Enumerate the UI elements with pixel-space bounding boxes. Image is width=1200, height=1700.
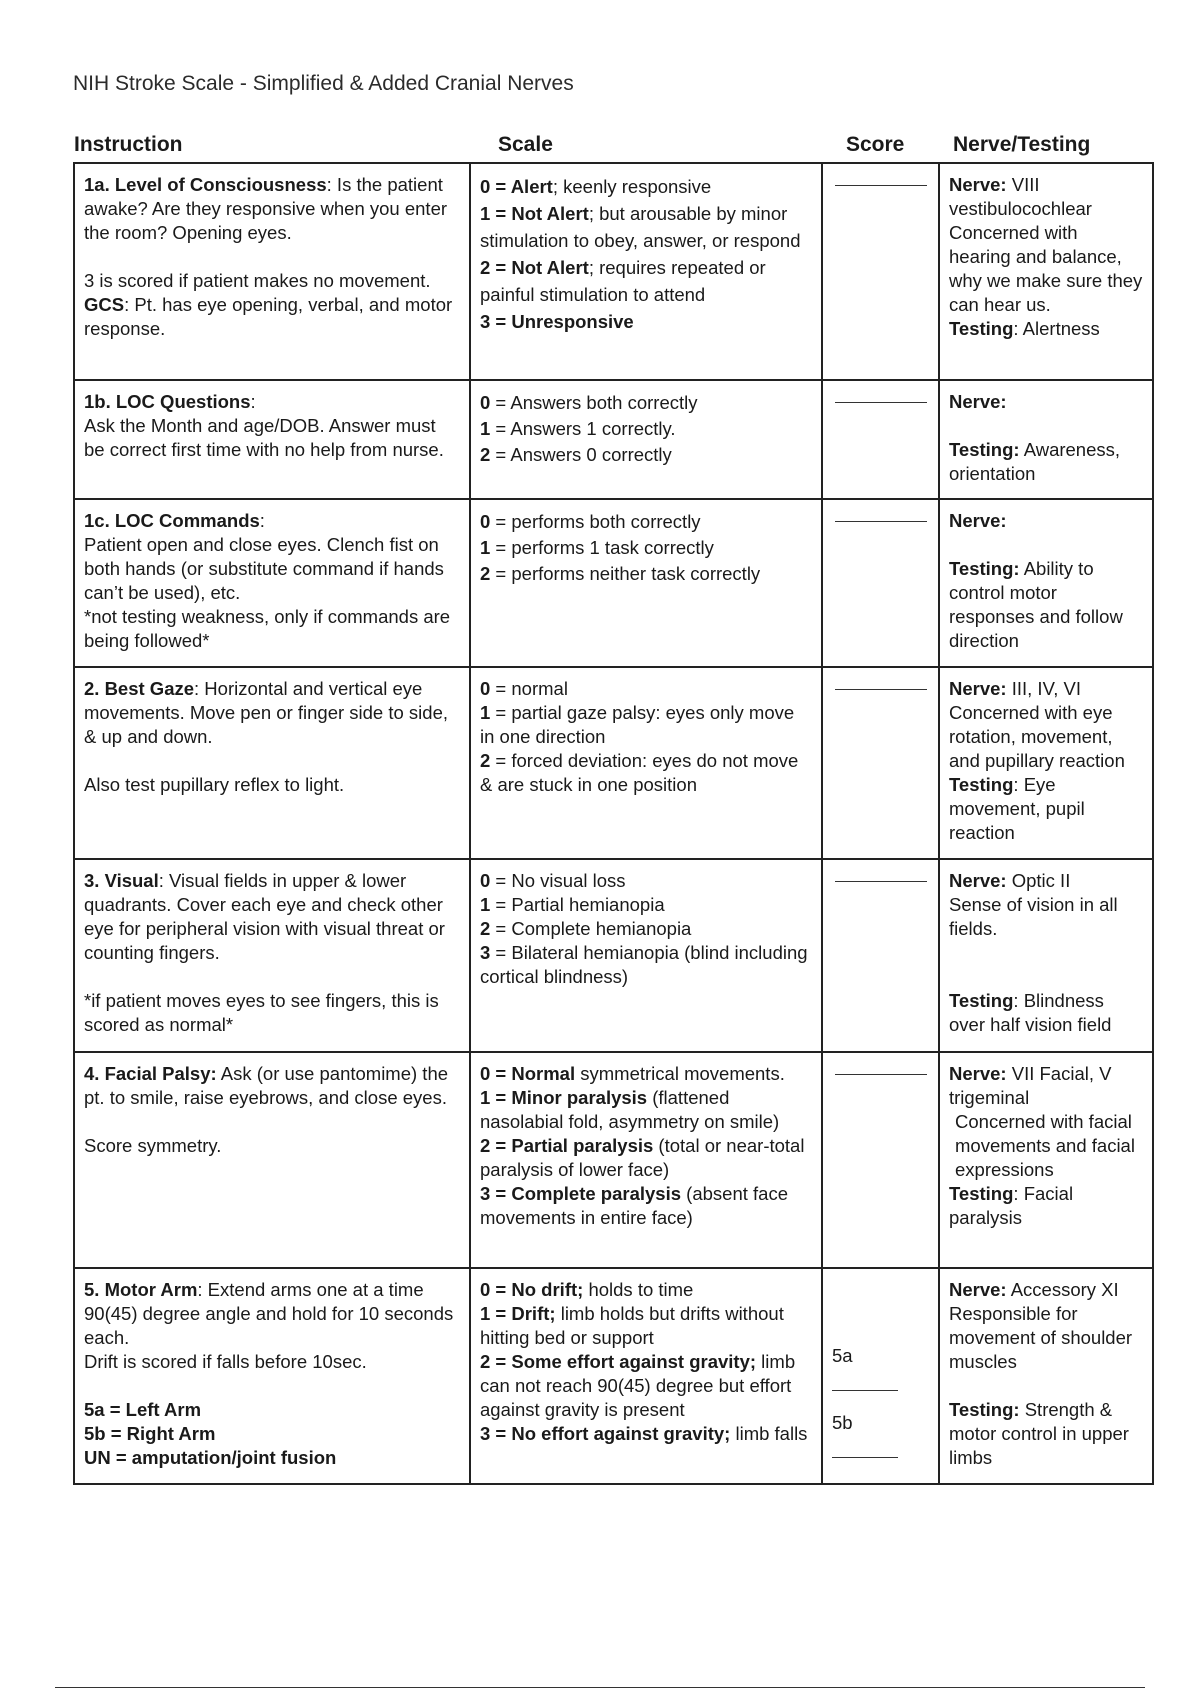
scale-num: 1 = [480,203,512,224]
nerve-cell [939,499,1153,667]
scale-text: = performs 1 task correctly [490,537,714,558]
score-cell[interactable] [822,1268,939,1484]
scale-num: 2 [480,444,491,465]
testing-value: Awareness, orientation [949,439,1121,484]
scale-text: = Answers both correctly [490,392,698,413]
instruction-text: : [250,391,256,412]
scale-num: 0 = [480,1063,512,1084]
scale-text: symmetrical movements. [575,1063,785,1084]
nerve-description: Responsible for movement of shoulder muscles [949,1303,1133,1372]
instruction-note: 3 is scored if patient makes no movement. [84,270,431,291]
scale-text: limb holds but drifts without hitting bed or support [480,1303,784,1348]
nerve-value: III, IV, VI [1006,678,1081,699]
scale-cell [470,1052,822,1268]
nerve-cell [939,163,1153,380]
instruction-text: : Is the patient awake? Are they responsive when you enter the room? Opening eyes. [84,174,448,243]
gcs-label: GCS [84,294,125,315]
score-cell[interactable] [822,380,939,499]
scale-num: 2 [480,750,491,771]
scale-label: Minor paralysis [511,1087,648,1108]
scale-num: 3 = [480,311,512,332]
score-cell[interactable] [822,1052,939,1268]
scale-label: Complete paralysis [511,1183,682,1204]
scale-num: 1 [480,418,491,439]
score-blank[interactable] [835,173,927,186]
scale-label: No drift; [511,1279,584,1300]
scale-label: No effort against gravity; [511,1423,731,1444]
scale-num: 1 [480,894,491,915]
scale-text: = Bilateral hemianopia (blind including cortical blindness) [480,942,808,987]
testing-label: Testing [949,774,1014,795]
scale-num: 2 [480,918,491,939]
item-title: 1b. LOC Questions [84,391,251,412]
nerve-value: Accessory XI [1006,1279,1119,1300]
scale-num: 2 [480,563,491,584]
instruction-note: *if patient moves eyes to see fingers, this is scored as normal* [84,990,439,1035]
stroke-scale-table [73,130,1154,1485]
score-label-5a: 5a [832,1345,853,1366]
instruction-note: Score symmetry. [84,1135,222,1156]
table-row [74,859,1153,1052]
scale-text: = Answers 0 correctly [490,444,672,465]
scale-label: Alert [510,176,553,197]
header-row [74,130,1153,163]
nerve-label: Nerve: [949,870,1007,891]
table-row [74,163,1153,380]
instruction-cell [74,859,470,1052]
scale-text: (total or near-total paralysis of lower face) [480,1135,805,1180]
instruction-text: : [259,510,265,531]
instruction-text: Patient open and close eyes. Clench fist on both hands (or substitute command if hands can’t be used), etc. [84,534,444,603]
score-blank-5b[interactable] [832,1435,898,1458]
instruction-text: : Extend arms one at a time 90(45) degree angle and hold for 10 seconds each. [84,1279,454,1348]
scale-label: Some effort against gravity; [511,1351,757,1372]
footer-divider [55,1687,1145,1688]
scale-text: = No visual loss [490,870,626,891]
nerve-cell [939,859,1153,1052]
testing-value: : Alertness [1013,318,1100,339]
scale-num: 2 = [480,1351,512,1372]
scale-cell [470,499,822,667]
testing-value: : Facial paralysis [949,1183,1074,1228]
nerve-value: VII Facial, V trigeminal [949,1063,1112,1108]
scale-text: (absent face movements in entire face) [480,1183,788,1228]
nerve-label: Nerve: [949,510,1007,531]
scale-text: limb can not reach 90(45) degree but effort against gravity is present [480,1351,796,1420]
scale-text: = Complete hemianopia [490,918,692,939]
score-cell[interactable] [822,163,939,380]
scale-num: 0 [480,392,491,413]
item-title: 5. Motor Arm [84,1279,198,1300]
scale-text: ; keenly responsive [552,176,712,197]
score-cell[interactable] [822,499,939,667]
instruction-note: Drift is scored if falls before 10sec. [84,1351,367,1372]
testing-value: : Eye movement, pupil reaction [949,774,1085,843]
scale-num: 2 = [480,257,512,278]
scale-text: = Partial hemianopia [490,894,665,915]
instruction-cell [74,380,470,499]
item-title: 2. Best Gaze [84,678,195,699]
nerve-cell [939,1268,1153,1484]
instruction-text: : Visual fields in upper & lower quadrants. Cover each eye and check other eye for peripheral vision with visual threat or counting fingers. [84,870,445,963]
score-blank[interactable] [835,1062,927,1075]
instruction-cell [74,1268,470,1484]
score-blank[interactable] [835,677,927,690]
score-blank[interactable] [835,869,927,882]
testing-label: Testing [949,1183,1014,1204]
nerve-label: Nerve: [949,1063,1007,1084]
scale-cell [470,667,822,859]
scale-text: limb falls [730,1423,808,1444]
scale-cell [470,163,822,380]
nerve-label: Nerve: [949,174,1007,195]
instruction-text: : Horizontal and vertical eye movements. Move pen or finger side to side, & up and down. [84,678,449,747]
scale-label: Normal [511,1063,576,1084]
nerve-label: Nerve: [949,1279,1007,1300]
scale-num: 1 = [480,1303,512,1324]
table-row [74,499,1153,667]
scale-cell [470,859,822,1052]
scale-num: 3 = [480,1423,512,1444]
scale-num: 1 [480,537,491,558]
left-arm-code: 5a = Left Arm [84,1399,202,1420]
testing-label: Testing: [949,558,1020,579]
page-title: NIH Stroke Scale - Simplified & Added Cranial Nerves [73,72,574,95]
instruction-cell [74,667,470,859]
table-row [74,1268,1153,1484]
nerve-cell [939,667,1153,859]
instruction-text: Ask the Month and age/DOB. Answer must be correct first time with no help from nurse. [84,415,444,460]
table-row [74,667,1153,859]
scale-text: = performs neither task correctly [490,563,761,584]
scale-cell [470,1268,822,1484]
nerve-cell [939,380,1153,499]
score-cell[interactable] [822,667,939,859]
scale-num: 2 = [480,1135,512,1156]
nerve-value: VIII vestibulocochlear [949,174,1092,219]
item-title: 4. Facial Palsy: [84,1063,217,1084]
testing-label: Testing: [949,1399,1020,1420]
score-blank[interactable] [835,390,927,403]
nerve-description: Concerned with facial movements and facial expressions [955,1111,1135,1180]
scale-text: (flattened nasolabial fold, asymmetry on smile) [480,1087,780,1132]
nerve-label: Nerve: [949,391,1007,412]
scale-text: = performs both correctly [490,511,701,532]
item-title: 1a. Level of Consciousness [84,174,327,195]
scale-cell [470,380,822,499]
table-row [74,1052,1153,1268]
nerve-description: Concerned with eye rotation, movement, and pupillary reaction [949,702,1125,771]
scale-num: 1 [480,702,491,723]
untestable-code: UN = amputation/joint fusion [84,1447,337,1468]
nerve-value: Optic II [1006,870,1071,891]
score-label-5b: 5b [832,1412,853,1433]
scale-num: 0 [480,678,491,699]
scale-text: holds to time [583,1279,694,1300]
scale-num: 1 = [480,1087,512,1108]
scale-text: ; requires repeated or painful stimulation to attend [480,257,766,305]
testing-value: Ability to control motor responses and follow direction [949,558,1123,651]
scale-num: 0 [480,511,491,532]
instruction-note: *not testing weakness, only if commands are being followed* [84,606,451,651]
gcs-text: : Pt. has eye opening, verbal, and motor response. [84,294,453,339]
scale-label: Not Alert [511,257,589,278]
testing-value: Strength & motor control in upper limbs [949,1399,1129,1468]
scale-label: Drift; [511,1303,556,1324]
instruction-cell [74,163,470,380]
scale-num: 3 [480,942,491,963]
header-nerve-testing: Nerve/Testing [953,133,1091,156]
testing-label: Testing [949,990,1014,1011]
scale-num: 0 [480,870,491,891]
instruction-text: Ask (or use pantomime) the pt. to smile, raise eyebrows, and close eyes. [84,1063,449,1108]
scale-text: = partial gaze palsy: eyes only move in one direction [480,702,795,747]
right-arm-code: 5b = Right Arm [84,1423,216,1444]
header-instruction: Instruction [74,133,183,156]
score-cell[interactable] [822,859,939,1052]
nerve-description: Concerned with hearing and balance, why we make sure they can hear us. [949,222,1143,315]
table-row [74,380,1153,499]
score-blank[interactable] [835,509,927,522]
testing-label: Testing: [949,439,1020,460]
scale-num: 3 = [480,1183,512,1204]
scale-text: ; but arousable by minor stimulation to obey, answer, or respond [480,203,801,251]
scale-text: = Answers 1 correctly. [490,418,676,439]
instruction-note: Also test pupillary reflex to light. [84,774,345,795]
header-score: Score [846,133,905,156]
item-title: 1c. LOC Commands [84,510,260,531]
score-blank-5a[interactable] [832,1368,898,1391]
instruction-cell [74,499,470,667]
scale-num: 0 = [480,176,511,197]
scale-label: Unresponsive [511,311,634,332]
nerve-cell [939,1052,1153,1268]
nerve-label: Nerve: [949,678,1007,699]
header-scale: Scale [498,133,553,156]
instruction-cell [74,1052,470,1268]
scale-num: 0 = [480,1279,512,1300]
item-title: 3. Visual [84,870,159,891]
testing-value: : Blindness over half vision field [949,990,1112,1035]
testing-label: Testing [949,318,1014,339]
scale-label: Not Alert [511,203,589,224]
scale-label: Partial paralysis [511,1135,654,1156]
scale-text: = forced deviation: eyes do not move & are stuck in one position [480,750,799,795]
scale-text: = normal [490,678,568,699]
nerve-description: Sense of vision in all fields. [949,894,1118,939]
